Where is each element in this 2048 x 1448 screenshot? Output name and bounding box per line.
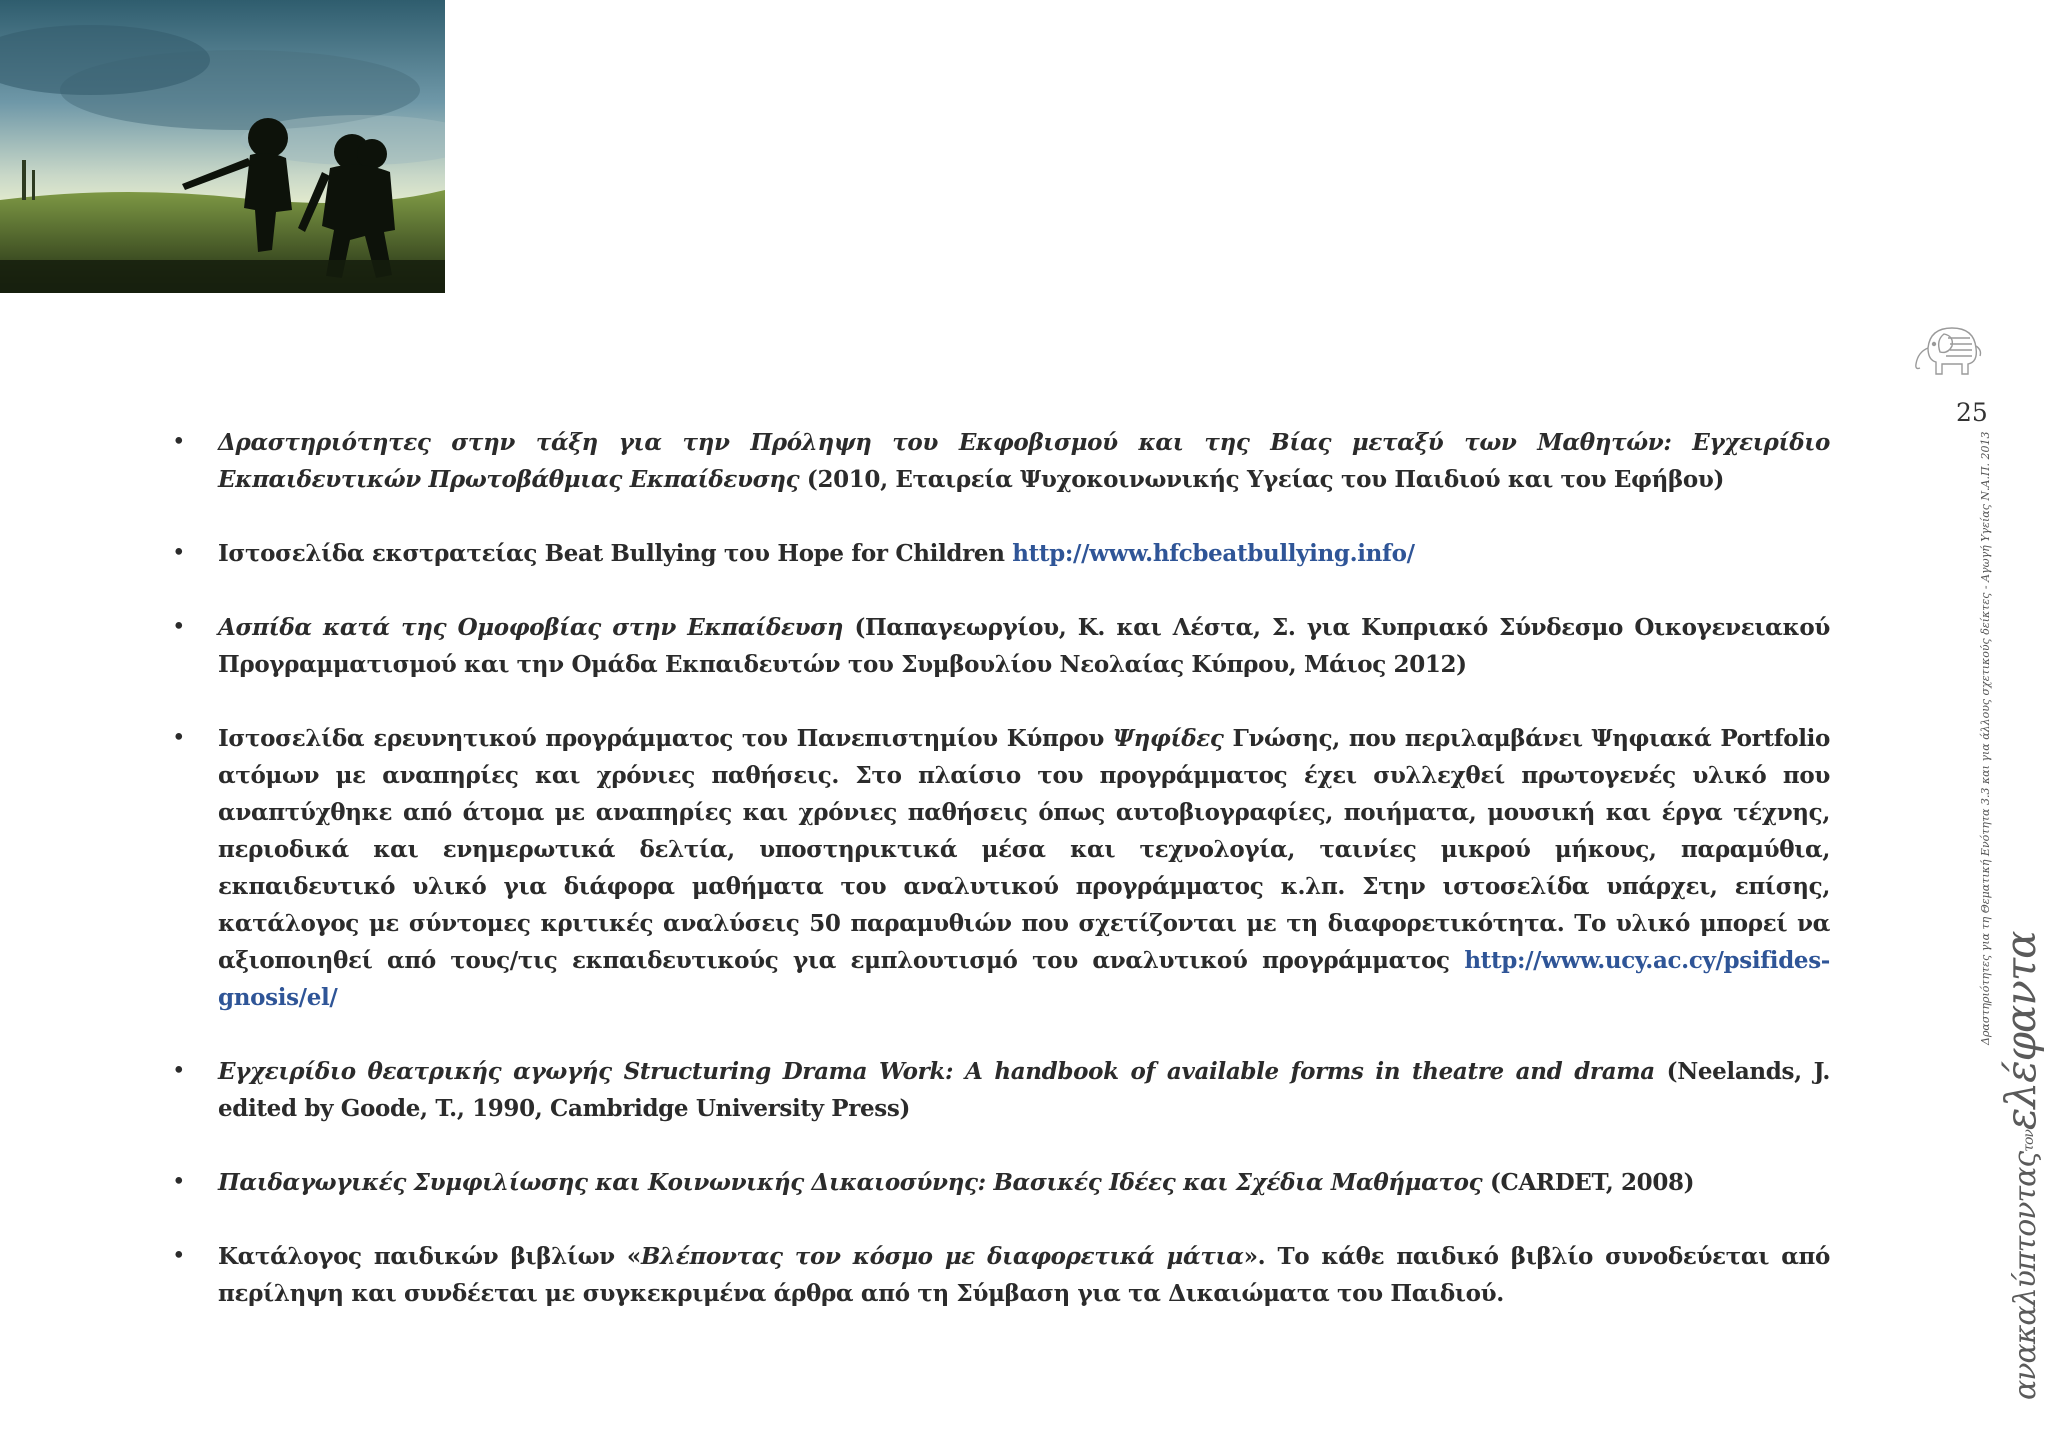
reference-details: (Neelands, J. edited by Goode, T., 1990, Cambridge University Press) [218,1058,1830,1122]
bullet-icon: • [172,1169,186,1195]
bullet-icon: • [172,429,186,455]
page-number: 25 [1956,398,1988,427]
reference-item-3 [168,609,1830,683]
reference-details: (Παπαγεωργίου, Κ. και Λέστα, Σ. για Κυπριακό Σύνδεσμο Οικογενειακού Προγραμματισμού και την Ομάδα Εκπαιδευτών του Συμβουλίου Νεολαίας Κύπρου, Μάιος 2012) [218,614,1830,678]
brand-part2: τον [2021,1130,2037,1152]
side-caption: Δραστηριότητες για τη Θεματική Ενότητα 3.3 και για άλλους σχετικούς δείκτες - Αγωγή Υγείας Ν.Α.Π. 2013 [1979,431,1992,1045]
reference-item-2 [168,535,1830,572]
brand-logo-text [1996,931,2045,1400]
reference-title: Ασπίδα κατά της Ομοφοβίας στην Εκπαίδευση [218,614,844,641]
reference-details: Κατάλογος παιδικών βιβλίων « [218,1243,641,1270]
reference-details-cont: Γνώσης, που περιλαμβάνει Ψηφιακά Portfolio ατόμων με αναπηρίες και χρόνιες παθήσεις. Στο πλαίσιο του προγράμματος έχει συλλεχθεί πρωτογενές υλικό που αναπτύχθηκε από άτομα με αναπηρίες και χρόνιες παθήσεις όπως αυτοβιογραφίες, ποιήματα, μουσική και έργα τέχνης, περιοδικά και ενημερωτικά δελτία, υποστηρικτικά μέσα και τεχνολογία, ταινίες μικρού μήκους, παραμύθια, εκπαιδευτικό υλικό για διάφορα μαθήματα του αναλυτικού προγράμματος κ.λπ. Στην ιστοσελίδα υπάρχει, επίσης, κατάλογος με σύντομες κριτικές αναλύσεις 50 παραμυθιών που σχετίζονται με τη διαφορετικότητα. Το υλικό μπορεί να αξιοποιηθεί από τους/τις εκπαιδευτικούς για εμπλουτισμό του αναλυτικού προγράμματος [218,725,1830,974]
reference-link[interactable]: http://www.hfcbeatbullying.info/ [1012,540,1415,567]
reference-title: Παιδαγωγικές Συμφιλίωσης και Κοινωνικής Δικαιοσύνης: Βασικές Ιδέες και Σχέδια Μαθήματος [218,1169,1483,1196]
reference-item-1 [168,424,1830,498]
bullet-icon: • [172,614,186,640]
reference-item-7 [168,1238,1830,1312]
header-photo-children-silhouette [0,0,445,293]
reference-details: Ιστοσελίδα εκστρατείας Beat Bullying του Hope for Children [218,540,1013,567]
brand-part3: ελέφαντα [1996,931,2045,1131]
reference-details: Ιστοσελίδα ερευνητικού προγράμματος του Πανεπιστημίου Κύπρου [218,725,1113,752]
reference-details-cont: ». Το κάθε παιδικό βιβλίο συνοδεύεται από περίληψη και συνδέεται με συγκεκριμένα άρθρα από τη Σύμβαση για τα Δικαιώματα του Παιδιού. [218,1243,1831,1307]
elephant-icon [1910,318,1986,380]
bullet-icon: • [172,725,186,751]
reference-item-6 [168,1164,1830,1201]
reference-title: Εγχειρίδιο θεατρικής αγωγής Structuring Drama Work: A handbook of available forms in theatre and drama [218,1058,1655,1085]
reference-link[interactable]: http://www.ucy.ac.cy/psifides-gnosis/el/ [218,947,1830,1011]
brand-part1: ανακαλύπτοντας [2008,1151,2043,1400]
bullet-icon: • [172,1058,186,1084]
references-section [168,424,1830,1349]
reference-details: (2010, Εταιρεία Ψυχοκοινωνικής Υγείας του Παιδιού και του Εφήβου) [799,466,1724,493]
bullet-icon: • [172,1243,186,1269]
reference-item-5 [168,1053,1830,1127]
reference-title: Ψηφίδες [1112,725,1224,752]
references-list [168,424,1830,1312]
reference-title: Βλέποντας τον κόσμο με διαφορετικά μάτια [640,1243,1244,1270]
reference-title: Δραστηριότητες στην τάξη για την Πρόληψη του Εκφοβισμού και της Βίας μεταξύ των Μαθητών: Εγχειρίδιο Εκπαιδευτικών Πρωτοβάθμιας Εκπαίδευσης [218,429,1830,493]
reference-details: (CARDET, 2008) [1482,1169,1695,1196]
bullet-icon: • [172,540,186,566]
reference-item-4 [168,720,1830,1016]
photo-illustration [0,0,445,293]
